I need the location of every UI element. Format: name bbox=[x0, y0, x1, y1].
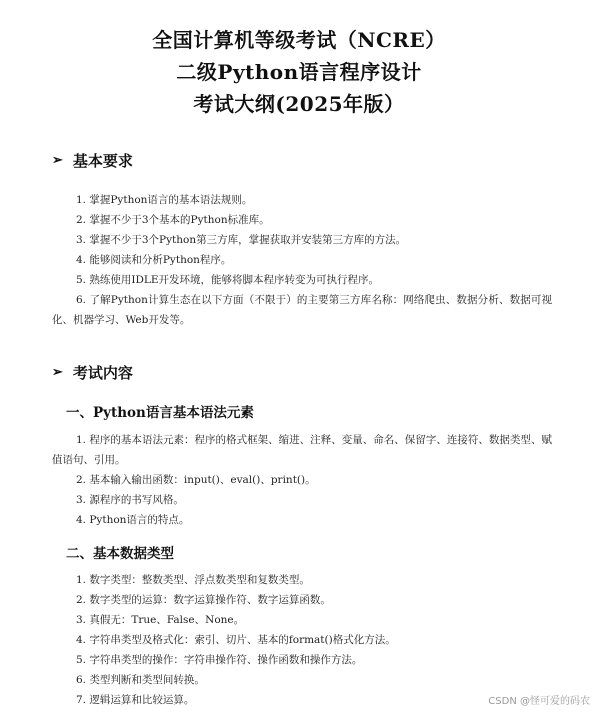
list-item: 5. 熟练使用IDLE开发环境，能够将脚本程序转变为可执行程序。 bbox=[76, 274, 380, 286]
section-basic-heading bbox=[52, 150, 133, 171]
list-item: 7. 逻辑运算和比较运算。 bbox=[76, 694, 195, 706]
list-item: 1. 掌握Python语言的基本语法规则。 bbox=[76, 194, 253, 206]
list-item: 6. 了解Python计算生态在以下方面（不限于）的主要第三方库名称：网络爬虫、数据分析、数据可视化、机器学习、Web开发等。 bbox=[52, 294, 552, 326]
subsection-syntax-heading: 一、Python语言基本语法元素 bbox=[66, 405, 254, 421]
list-item: 2. 基本输入输出函数：input()、eval()、print()。 bbox=[76, 474, 316, 486]
section-content-heading bbox=[52, 362, 133, 383]
list-item: 4. 字符串类型及格式化：索引、切片、基本的format()格式化方法。 bbox=[76, 634, 396, 646]
list-item: 1. 数字类型：整数类型、浮点数类型和复数类型。 bbox=[76, 574, 310, 586]
title-line-1: 全国计算机等级考试（NCRE） bbox=[152, 28, 446, 52]
list-item: 3. 掌握不少于3个Python第三方库，掌握获取并安装第三方库的方法。 bbox=[76, 234, 407, 246]
list-item: 2. 掌握不少于3个基本的Python标准库。 bbox=[76, 214, 270, 226]
list-item: 4. 能够阅读和分析Python程序。 bbox=[76, 254, 232, 266]
list-item: 6. 类型判断和类型间转换。 bbox=[76, 674, 205, 686]
watermark: CSDN @怪可爱的码农 bbox=[488, 696, 590, 707]
list-item: 3. 真假无：True、False、None。 bbox=[76, 614, 245, 626]
subsection-datatypes-heading: 二、基本数据类型 bbox=[66, 546, 174, 562]
basic-requirements-list bbox=[52, 190, 552, 330]
section-basic-title: 基本要求 bbox=[72, 152, 133, 170]
title-line-3: 考试大纲(2025年版） bbox=[193, 92, 405, 116]
section-content-title: 考试内容 bbox=[72, 364, 133, 382]
list-item: 5. 字符串类型的操作：字符串操作符、操作函数和操作方法。 bbox=[76, 654, 363, 666]
syntax-elements-list bbox=[52, 430, 552, 530]
data-types-list bbox=[52, 570, 552, 710]
title-line-2: 二级Python语言程序设计 bbox=[176, 60, 422, 84]
list-item: 3. 源程序的书写风格。 bbox=[76, 494, 184, 506]
document-title bbox=[0, 0, 598, 120]
arrow-bullet-icon: ➢ bbox=[52, 365, 63, 380]
list-item: 4. Python语言的特点。 bbox=[76, 514, 190, 526]
list-item: 2. 数字类型的运算：数字运算操作符、数字运算函数。 bbox=[76, 594, 331, 606]
arrow-bullet-icon: ➢ bbox=[52, 153, 63, 168]
list-item: 1. 程序的基本语法元素：程序的格式框架、缩进、注释、变量、命名、保留字、连接符、数据类型、赋值语句、引用。 bbox=[52, 434, 552, 466]
